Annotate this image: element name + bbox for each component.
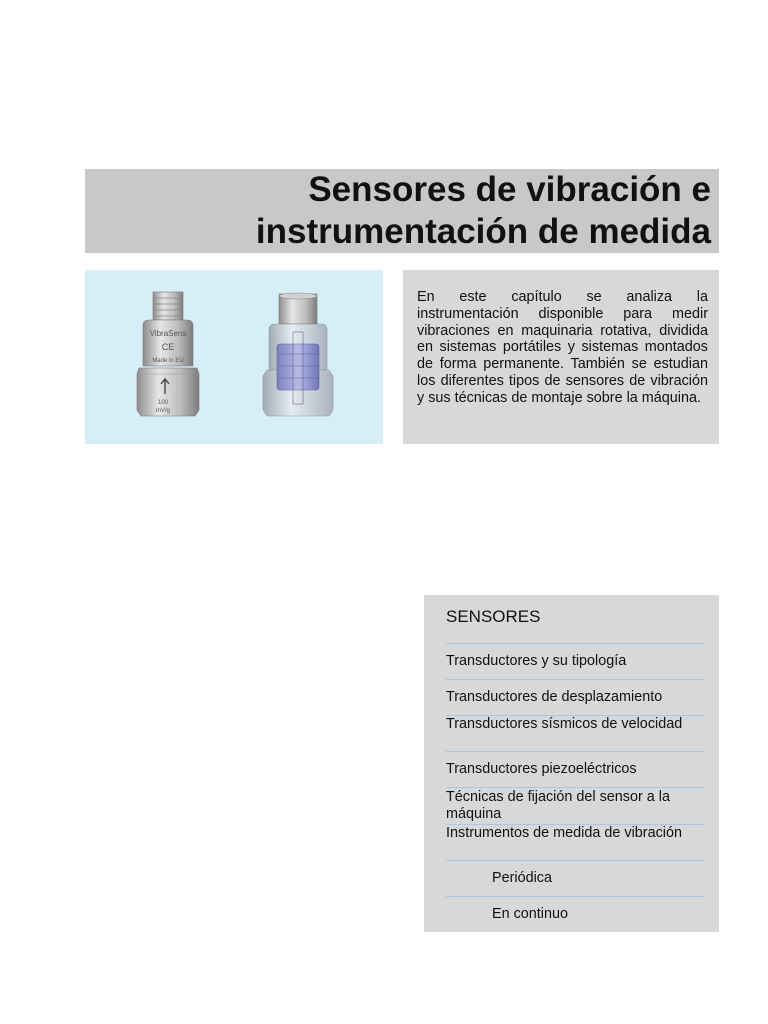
toc-divider <box>446 787 704 788</box>
toc-subitem[interactable]: Periódica <box>492 870 552 886</box>
toc-divider <box>446 751 704 752</box>
sensor-origin-text: Made in EU <box>152 358 184 364</box>
toc-item[interactable]: Transductores piezoeléctricos <box>446 761 637 777</box>
accelerometer-left <box>137 292 199 416</box>
sensor-illustration <box>85 270 383 444</box>
page-title-line-1: Sensores de vibración e <box>308 170 711 209</box>
sensor-photo <box>85 270 383 444</box>
intro-panel <box>403 270 719 444</box>
toc-heading: SENSORES <box>446 607 541 626</box>
sensor-spec-value: 100 <box>157 400 169 406</box>
table-of-contents <box>424 595 719 932</box>
toc-item[interactable]: Transductores y su tipología <box>446 653 627 669</box>
accelerometer-cutaway <box>263 293 333 416</box>
toc-divider <box>446 860 704 861</box>
toc-divider <box>446 643 704 644</box>
toc-item[interactable]: Instrumentos de medida de vibración <box>446 825 682 841</box>
sensor-spec-unit: mV/g <box>155 408 171 414</box>
toc-divider <box>446 896 704 897</box>
sensor-mark-text: CE <box>161 342 175 352</box>
toc-item[interactable]: Transductores sísmicos de velocidad <box>446 716 683 732</box>
page-title <box>256 169 711 253</box>
page-title-line-2: instrumentación de medida <box>255 212 711 251</box>
title-band <box>85 169 719 253</box>
intro-text: En este capítulo se analiza la instrumentación disponible para medir vibraciones en maquinaria rotativa, dividida en sistemas portátiles y sistemas montados de forma permanente. También se estudian los diferentes tipos de sensores de vibración y sus técnicas de montaje sobre la máquina. <box>417 289 708 406</box>
toc-subitem[interactable]: En continuo <box>492 906 569 922</box>
toc-item[interactable]: Técnicas de fijación del sensor a la máquina <box>446 789 670 822</box>
toc-item[interactable]: Transductores de desplazamiento <box>446 689 663 705</box>
toc-divider <box>446 679 704 680</box>
sensor-brand-text: VibraSens <box>149 329 187 338</box>
